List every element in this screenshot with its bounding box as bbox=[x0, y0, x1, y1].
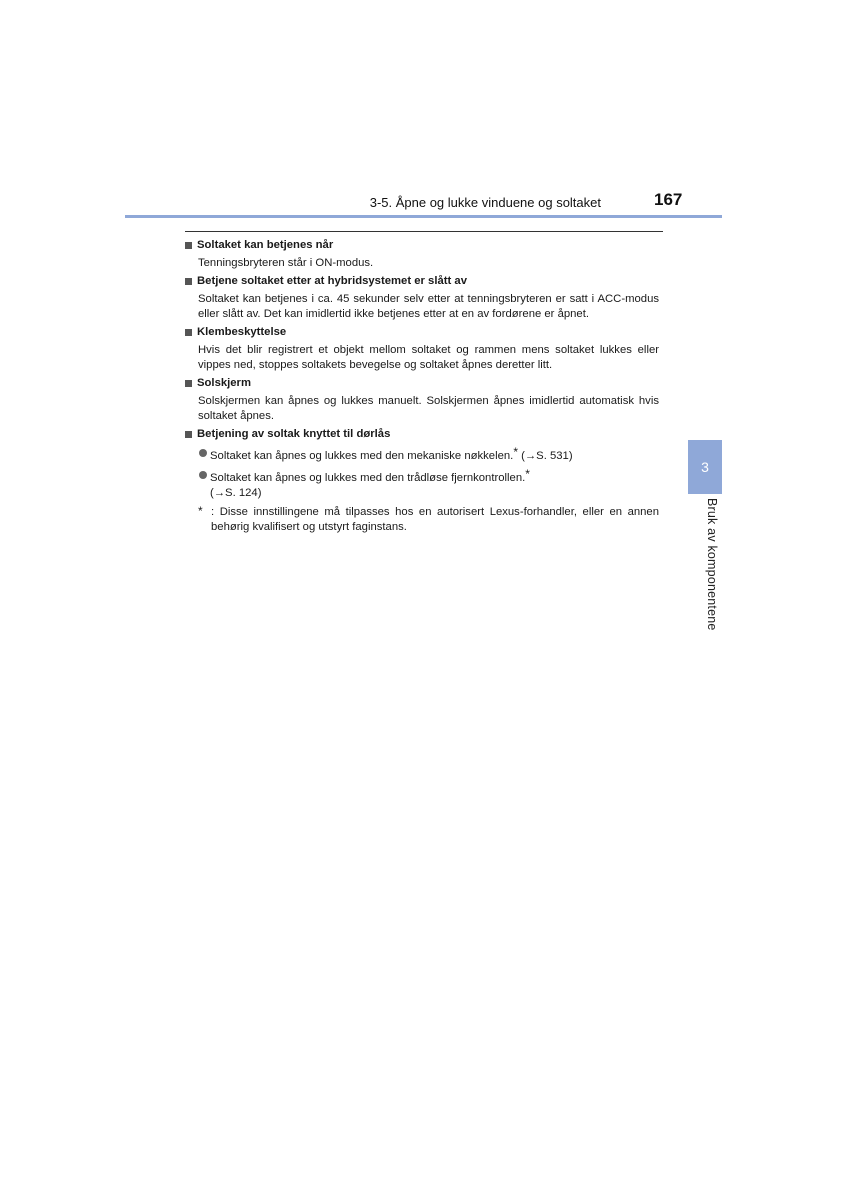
page-content bbox=[185, 238, 659, 538]
chapter-tab bbox=[688, 440, 722, 494]
section-heading bbox=[185, 427, 659, 442]
chapter-number: 3 bbox=[701, 459, 709, 475]
circle-bullet-icon bbox=[199, 471, 207, 479]
section-heading-text: Betjene soltaket etter at hybridsystemet er slått av bbox=[197, 275, 467, 287]
square-bullet-icon bbox=[185, 431, 192, 438]
page-number: 167 bbox=[654, 190, 683, 209]
page-reference: (→S. 124) bbox=[210, 487, 262, 499]
header-title: 3-5. Åpne og lukke vinduene og soltaket bbox=[369, 195, 601, 210]
section-heading bbox=[185, 238, 659, 253]
section-heading bbox=[185, 274, 659, 289]
section-after-hybrid-off bbox=[185, 274, 659, 322]
square-bullet-icon bbox=[185, 329, 192, 336]
circle-bullet-icon bbox=[199, 449, 207, 457]
section-body: Soltaket kan betjenes i ca. 45 sekunder selv etter at tenningsbryteren er satt i ACC-modus eller slått av. Det kan imidlertid ikke betjenes etter at en av fordørene er åpnet. bbox=[198, 293, 659, 320]
list-item-text: Soltaket kan åpnes og lukkes med den mekaniske nøkkelen. bbox=[210, 450, 514, 462]
section-body: Tenningsbryteren står i ON-modus. bbox=[198, 257, 374, 269]
content-divider bbox=[185, 231, 663, 232]
section-jam-protection bbox=[185, 325, 659, 373]
section-operable-when bbox=[185, 238, 659, 271]
section-heading-text: Klembeskyttelse bbox=[197, 326, 287, 338]
list-item bbox=[198, 445, 659, 464]
page-reference: (→S. 531) bbox=[517, 450, 573, 462]
square-bullet-icon bbox=[185, 242, 192, 249]
section-heading bbox=[185, 325, 659, 340]
header-rule bbox=[125, 215, 722, 218]
section-door-lock-linked bbox=[185, 427, 659, 535]
section-heading-text: Solskjerm bbox=[197, 377, 252, 389]
section-heading-text: Betjening av soltak knyttet til dørlås bbox=[197, 428, 391, 440]
footnote bbox=[198, 505, 659, 535]
list-item-text: Soltaket kan åpnes og lukkes med den trådløse fjernkontrollen. bbox=[210, 472, 526, 484]
footnote-text: : Disse innstillingene må tilpasses hos en autorisert Lexus-forhandler, eller en annen behørig kvalifisert og utstyrt faginstans. bbox=[211, 506, 659, 533]
square-bullet-icon bbox=[185, 278, 192, 285]
section-body: Solskjermen kan åpnes og lukkes manuelt. Solskjermen åpnes imidlertid automatisk hvis soltaket åpnes. bbox=[198, 395, 659, 422]
section-heading bbox=[185, 376, 659, 391]
square-bullet-icon bbox=[185, 380, 192, 387]
section-body: Hvis det blir registrert et objekt mellom soltaket og rammen mens soltaket lukkes eller vippes ned, stoppes soltakets bevegelse og soltaket åpnes deretter litt. bbox=[198, 344, 659, 371]
footnote-marker: * bbox=[198, 504, 203, 518]
section-heading-text: Soltaket kan betjenes når bbox=[197, 239, 334, 251]
section-sunshade bbox=[185, 376, 659, 424]
footnote-marker: * bbox=[513, 445, 518, 459]
footnote-marker: * bbox=[525, 467, 530, 481]
chapter-label: Bruk av komponentene bbox=[705, 498, 719, 631]
list-item bbox=[198, 467, 659, 501]
